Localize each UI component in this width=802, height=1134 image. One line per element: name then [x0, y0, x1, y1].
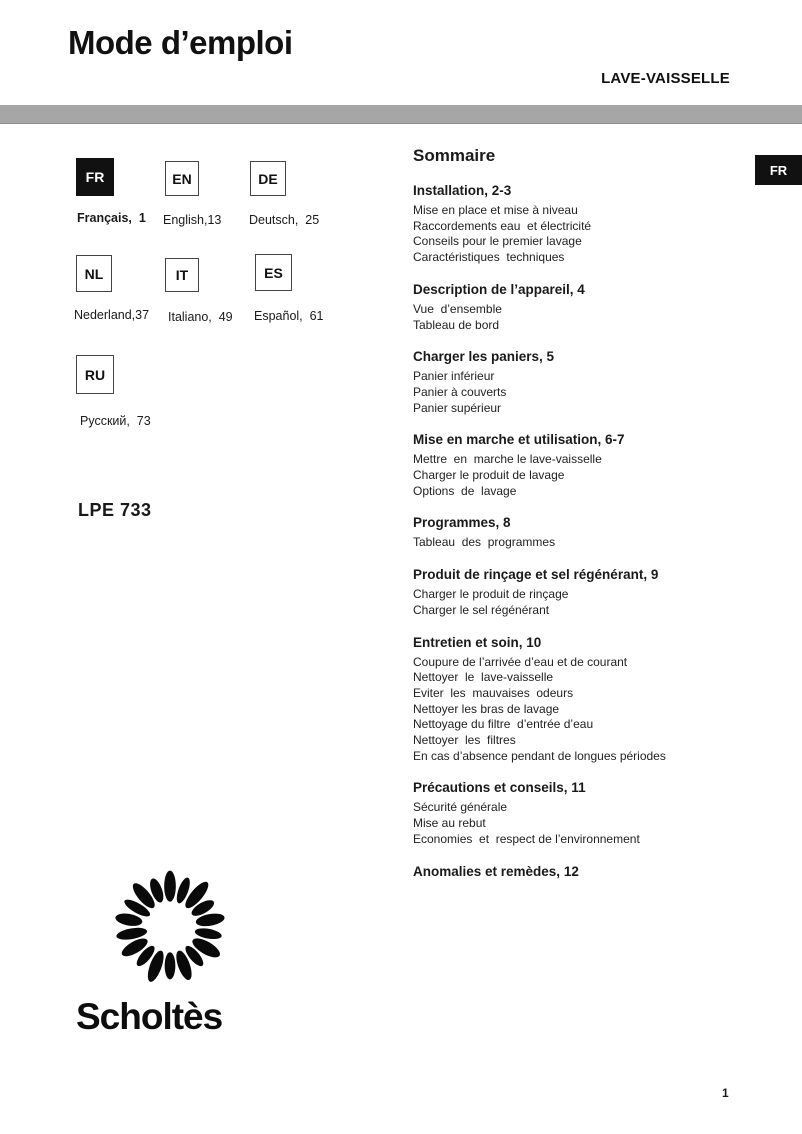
toc-section-heading: Programmes, 8 — [413, 515, 511, 531]
toc-item: Vue d’ensemble — [413, 301, 502, 316]
toc-section-heading: Entretien et soin, 10 — [413, 634, 542, 650]
toc-item: Panier à couverts — [413, 384, 507, 399]
language-box-nl: NL — [76, 255, 112, 292]
model-number: LPE 733 — [78, 500, 152, 520]
toc-section-heading: Mise en marche et utilisation, 6-7 — [413, 432, 625, 448]
brand-wordmark: Scholtès — [76, 996, 223, 1037]
toc-section — [413, 281, 743, 333]
language-box-ru: RU — [76, 355, 114, 394]
toc-item: Nettoyer le lave-vaisselle — [413, 670, 554, 685]
toc-section — [413, 634, 743, 765]
language-box-it: IT — [165, 258, 199, 292]
toc-section — [413, 431, 743, 499]
language-box-es: ES — [255, 254, 292, 291]
toc-section-heading: Installation, 2-3 — [413, 183, 512, 198]
language-box-en: EN — [165, 161, 199, 196]
header-divider-bar — [0, 105, 802, 124]
toc-item: Sécurité générale — [413, 800, 508, 815]
toc-section-heading: Charger les paniers, 5 — [413, 349, 555, 365]
toc-item: Mise en place et mise à niveau — [413, 203, 578, 217]
page-number: 1 — [722, 1086, 729, 1100]
language-box-de: DE — [250, 161, 286, 196]
toc-item: Panier inférieur — [413, 369, 495, 384]
toc-section-heading: Précautions et conseils, 11 — [413, 780, 586, 796]
language-label-ru: Русский, 73 — [80, 414, 151, 428]
toc-section — [413, 348, 743, 416]
language-edge-tab-fr: FR — [755, 155, 802, 185]
toc-section — [413, 566, 743, 618]
toc-title: Sommaire — [413, 146, 496, 165]
toc-item: Nettoyer les bras de lavage — [413, 701, 560, 716]
toc-item: Options de lavage — [413, 483, 517, 498]
toc-item: Raccordements eau et électricité — [413, 218, 592, 233]
toc-item: Conseils pour le premier lavage — [413, 234, 582, 249]
toc-item: Eviter les mauvaises odeurs — [413, 685, 574, 700]
scholtes-sunburst-logo — [102, 858, 238, 994]
toc-item: Coupure de l’arrivée d’eau et de courant — [413, 654, 628, 669]
toc-item: Panier supérieur — [413, 400, 502, 415]
appliance-type-label: LAVE-VAISSELLE — [601, 70, 730, 87]
toc-item: En cas d’absence pendant de longues périodes — [413, 748, 666, 763]
toc-section-heading: Anomalies et remèdes, 12 — [413, 863, 579, 879]
toc-section — [413, 863, 743, 880]
toc-item: Tableau de bord — [413, 317, 500, 332]
toc-section — [413, 182, 743, 266]
language-label-fr: Français, 1 — [77, 211, 146, 225]
toc-item: Charger le sel régénérant — [413, 602, 550, 617]
table-of-contents — [413, 146, 743, 895]
toc-section — [413, 514, 743, 551]
toc-item: Economies et respect de l’environnement — [413, 831, 640, 846]
toc-item: Caractéristiques techniques — [413, 250, 565, 265]
toc-section — [413, 779, 743, 847]
language-label-de: Deutsch, 25 — [249, 213, 320, 227]
document-title: Mode d’emploi — [68, 24, 293, 61]
toc-section-heading: Description de l’appareil, 4 — [413, 281, 585, 297]
toc-section-heading: Produit de rinçage et sel régénérant, 9 — [413, 567, 659, 583]
language-label-es: Español, 61 — [254, 309, 324, 323]
toc-item: Mettre en marche le lave-vaisselle — [413, 452, 602, 467]
toc-sections — [413, 182, 743, 880]
toc-item: Nettoyage du filtre d’entrée d’eau — [413, 717, 594, 732]
toc-item: Charger le produit de rinçage — [413, 587, 569, 602]
language-box-fr: FR — [76, 158, 114, 196]
language-label-nl: Nederland,37 — [74, 308, 150, 322]
toc-item: Charger le produit de lavage — [413, 468, 565, 483]
toc-item: Nettoyer les filtres — [413, 733, 516, 748]
toc-item: Mise au rebut — [413, 816, 486, 831]
language-label-en: English,13 — [163, 213, 222, 227]
language-label-it: Italiano, 49 — [168, 310, 233, 324]
toc-item: Tableau des programmes — [413, 535, 556, 550]
